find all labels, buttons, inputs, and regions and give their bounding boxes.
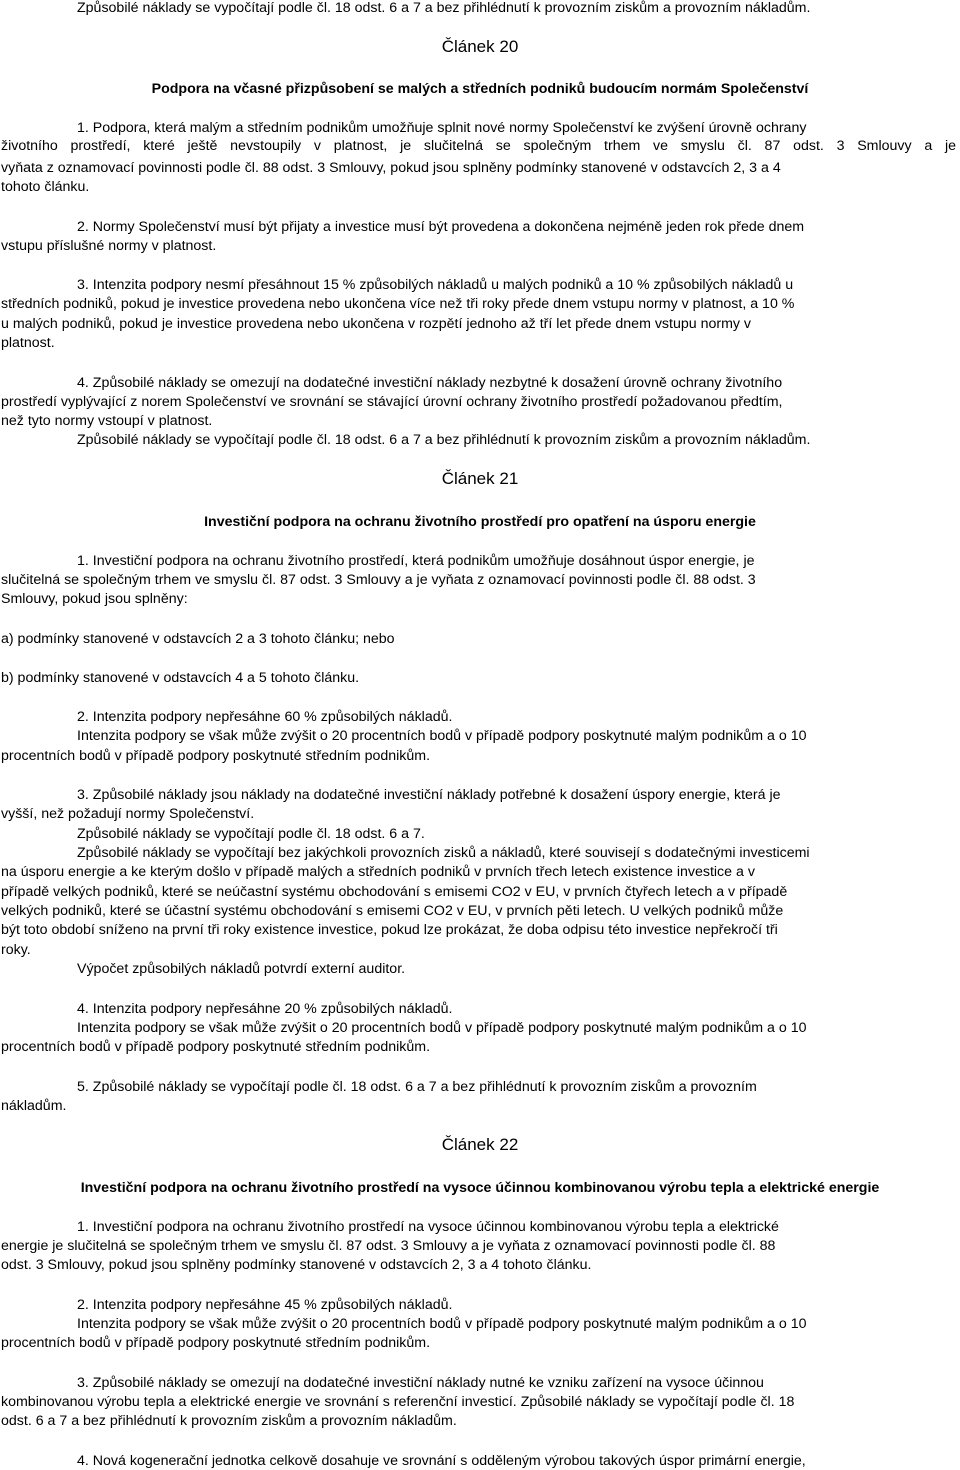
text-line: platnost. xyxy=(1,335,55,351)
text-line: velkých podniků, které se účastní systému obchodování s emisemi CO2 v EU, v prvních pěti letech. U velkých podniků může xyxy=(1,903,784,919)
text-line: vstupu příslušné normy v platnost. xyxy=(1,238,217,254)
text-line: kombinovanou výrobu tepla a elektrické energie ve srovnání s referenční investicí. Způsobilé náklady se vypočítají podle čl. 18 xyxy=(1,1394,795,1410)
text-line: 2. Intenzita podpory nepřesáhne 60 % způsobilých nákladů. xyxy=(77,709,453,725)
text-line: u malých podniků, pokud je investice provedena nebo ukončena v rozpětí jednoho až tří let přede dnem vstupu normy v xyxy=(1,316,752,332)
text-line: 3. Intenzita podpory nesmí přesáhnout 15 % způsobilých nákladů u malých podniků a 10 % způsobilých nákladů u xyxy=(77,277,794,293)
text-line: nákladům. xyxy=(1,1098,67,1114)
text-line: životního prostředí, které ještě nevstoupily v platnost, je slučitelná se společným trhem ve smyslu čl. 87 odst. 3 Smlouvy a je xyxy=(1,138,956,154)
text-line: 1. Podpora, která malým a středním podnikům umožňuje splnit nové normy Společenství ke zvýšení úrovně ochrany xyxy=(77,120,807,136)
article-heading: Článek 22 xyxy=(441,1135,519,1154)
text-line: středních podniků, pokud je investice provedena nebo ukončena více než tři roky přede dnem vstupu normy v platnost, a 10 % xyxy=(1,296,795,312)
text-line: vyšší, než požadují normy Společenství. xyxy=(1,806,255,822)
text-line: Intenzita podpory se však může zvýšit o 20 procentních bodů v případě podpory poskytnuté malým podnikům a o 10 xyxy=(77,728,807,744)
article-heading: Článek 21 xyxy=(441,469,519,488)
text-line: Intenzita podpory se však může zvýšit o 20 procentních bodů v případě podpory poskytnuté malým podnikům a o 10 xyxy=(77,1020,807,1036)
article-title: Investiční podpora na ochranu životního prostředí pro opatření na úsporu energie xyxy=(204,514,756,530)
text-line: Způsobilé náklady se vypočítají podle čl. 18 odst. 6 a 7 a bez přihlédnutí k provozním ziskům a provozním nákladům. xyxy=(77,432,811,448)
text-line: procentních bodů v případě podpory poskytnuté středním podnikům. xyxy=(1,1039,431,1055)
text-line: 4. Intenzita podpory nepřesáhne 20 % způsobilých nákladů. xyxy=(77,1001,453,1017)
text-line: Výpočet způsobilých nákladů potvrdí externí auditor. xyxy=(77,961,406,977)
article-title: Investiční podpora na ochranu životního prostředí na vysoce účinnou kombinovanou výrobu tepla a elektrické energie xyxy=(80,1180,880,1196)
text-line: odst. 6 a 7 a bez přihlédnutí k provozním ziskům a provozním nákladům. xyxy=(1,1413,457,1429)
text-line: procentních bodů v případě podpory poskytnuté středním podnikům. xyxy=(1,748,431,764)
text-line: 1. Investiční podpora na ochranu životního prostředí na vysoce účinnou kombinovanou výrobu tepla a elektrické xyxy=(77,1219,779,1235)
text-line: tohoto článku. xyxy=(1,179,90,195)
text-line: roky. xyxy=(1,942,31,958)
text-line: být toto období sníženo na první tři roky existence investice, pokud lze prokázat, že doba odpisu této investice nepřekročí tři xyxy=(1,922,778,938)
text-line: případě velkých podniků, které se neúčastní systému obchodování s emisemi CO2 v EU, v prvních čtyřech letech a v případě xyxy=(1,884,788,900)
text-line: Způsobilé náklady se vypočítají podle čl. 18 odst. 6 a 7 a bez přihlédnutí k provozním ziskům a provozním nákladům. xyxy=(77,0,811,16)
text-line: 1. Investiční podpora na ochranu životního prostředí, která podnikům umožňuje dosáhnout úspor energie, je xyxy=(77,553,755,569)
text-line: prostředí vyplývající z norem Společenství ve srovnání se stávající úrovní ochrany životního prostředí požadovanou předtím, xyxy=(1,394,783,410)
text-line: 4. Nová kogenerační jednotka celkově dosahuje ve srovnání s odděleným výrobou takových úspor primární energie, xyxy=(77,1453,806,1469)
text-line: a) podmínky stanovené v odstavcích 2 a 3 tohoto článku; nebo xyxy=(1,631,395,647)
text-line: 3. Způsobilé náklady se omezují na dodatečné investiční náklady nutné ke vzniku zařízení na vysoce účinnou xyxy=(77,1375,764,1391)
article-title: Podpora na včasné přizpůsobení se malých a středních podniků budoucím normám Společenství xyxy=(151,81,809,97)
text-line: na úsporu energie a ke kterým došlo v případě malých a středních podniků v prvních třech letech existence investice a v xyxy=(1,864,755,880)
text-line: 5. Způsobilé náklady se vypočítají podle čl. 18 odst. 6 a 7 a bez přihlédnutí k provozním ziskům a provozním xyxy=(77,1079,757,1095)
text-line: vyňata z oznamovací povinnosti podle čl. 88 odst. 3 Smlouvy, pokud jsou splněny podmínky stanovené v odstavcích 2, 3 a 4 xyxy=(1,160,781,176)
text-line: než tyto normy vstoupí v platnost. xyxy=(1,413,213,429)
text-line: Intenzita podpory se však může zvýšit o 20 procentních bodů v případě podpory poskytnuté malým podnikům a o 10 xyxy=(77,1316,807,1332)
text-line: procentních bodů v případě podpory poskytnuté středním podnikům. xyxy=(1,1335,431,1351)
article-heading: Článek 20 xyxy=(441,37,519,56)
text-line: b) podmínky stanovené v odstavcích 4 a 5 tohoto článku. xyxy=(1,670,360,686)
text-line: slučitelná se společným trhem ve smyslu čl. 87 odst. 3 Smlouvy a je vyňata z oznamovací povinnosti podle čl. 88 odst. 3 xyxy=(1,572,756,588)
text-line: 2. Normy Společenství musí být přijaty a investice musí být provedena a dokončena nejméně jeden rok přede dnem xyxy=(77,219,805,235)
text-line: 2. Intenzita podpory nepřesáhne 45 % způsobilých nákladů. xyxy=(77,1297,453,1313)
text-line: Způsobilé náklady se vypočítají podle čl. 18 odst. 6 a 7. xyxy=(77,826,425,842)
text-line: odst. 3 Smlouvy, pokud jsou splněny podmínky stanovené v odstavcích 2, 3 a 4 tohoto článku. xyxy=(1,1257,592,1273)
text-line: 3. Způsobilé náklady jsou náklady na dodatečné investiční náklady potřebné k dosažení úspory energie, která je xyxy=(77,787,781,803)
text-line: Smlouvy, pokud jsou splněny: xyxy=(1,591,188,607)
text-line: energie je slučitelná se společným trhem ve smyslu čl. 87 odst. 3 Smlouvy a je vyňata z oznamovací povinnosti podle čl. 88 xyxy=(1,1238,776,1254)
text-line: 4. Způsobilé náklady se omezují na dodatečné investiční náklady nezbytné k dosažení úrovně ochrany životního xyxy=(77,375,783,391)
text-line: Způsobilé náklady se vypočítají bez jakýchkoli provozních zisků a nákladů, které souvisejí s dodatečnými investicemi xyxy=(77,845,810,861)
